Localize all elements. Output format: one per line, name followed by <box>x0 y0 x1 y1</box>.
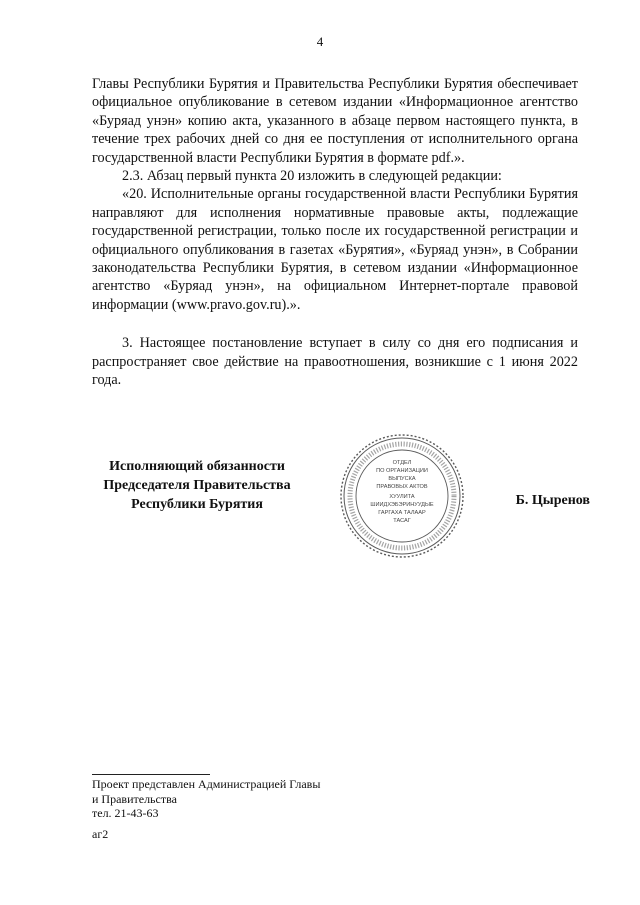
official-seal <box>338 432 466 560</box>
seal-text-line: ШИИДХЭБЭРИНУУДЫЕ <box>370 502 434 508</box>
footnote-line: Проект представлен Администрацией Главы <box>92 777 321 791</box>
seal-text-line: ХУУЛИТА <box>389 494 415 500</box>
footnote-divider <box>92 774 210 775</box>
seal-text-line: ВЫПУСКА <box>388 476 416 482</box>
seal-text-line: ПРАВОВЫХ АКТОВ <box>376 484 428 490</box>
seal-text-line: ГАРГАХА ТАЛААР <box>378 510 426 516</box>
seal-text-line: ПО ОРГАНИЗАЦИИ <box>376 468 428 474</box>
page-number: 4 <box>316 34 324 49</box>
signatory-title <box>92 457 302 514</box>
paragraph-amendment-text: «20. Исполнительные органы государственной власти Республики Бурятия направляют для исполнения нормативные правовые акты, подлежащие государственной регистрации, только после их государственной регистрации и официального опубликования в газетах «Бурятия», «Буряад унэн», в Собрании законодательства Республики Бурятия, в сетевом издании «Информационное агентство «Буряад унэн», на официальном Интернет-портале правовой информации (www.pravo.gov.ru).». <box>92 186 578 313</box>
signatory-title-line: Республики Бурятия <box>131 497 263 512</box>
paragraph-amendment-intro: 2.3. Абзац первый пункта 20 изложить в следующей редакции: <box>122 168 502 185</box>
footnote <box>92 777 320 821</box>
document-body <box>92 75 578 390</box>
footnote-line: и Правительства <box>92 791 177 806</box>
signatory-title-line: Председателя Правительства <box>103 478 291 493</box>
seal-text-line: ТАСАГ <box>393 518 411 524</box>
seal-text-line: ОТДЕЛ <box>392 460 412 466</box>
signatory-name: Б. Цыренов <box>515 493 590 508</box>
paragraph-effective-date: 3. Настоящее постановление вступает в силу со дня его подписания и распространяет свое действие на правоотношения, возникшие с 1 июня 2022 года. <box>92 335 578 389</box>
document-code: аг2 <box>92 827 109 841</box>
footnote-line: тел. 21-43-63 <box>92 806 159 820</box>
paragraph-continuation: Главы Республики Бурятия и Правительства Республики Бурятия обеспечивает официальное опубликование в сетевом издании «Информационное агентство «Буряад унэн» копию акта, указанного в абзаце первом настоящего пункта, в течение трех рабочих дней со дня ее поступления от исполнительного органа государственной власти Республики Бурятия в формате pdf.». <box>92 76 578 166</box>
signatory-title-line: Исполняющий обязанности <box>109 459 285 474</box>
